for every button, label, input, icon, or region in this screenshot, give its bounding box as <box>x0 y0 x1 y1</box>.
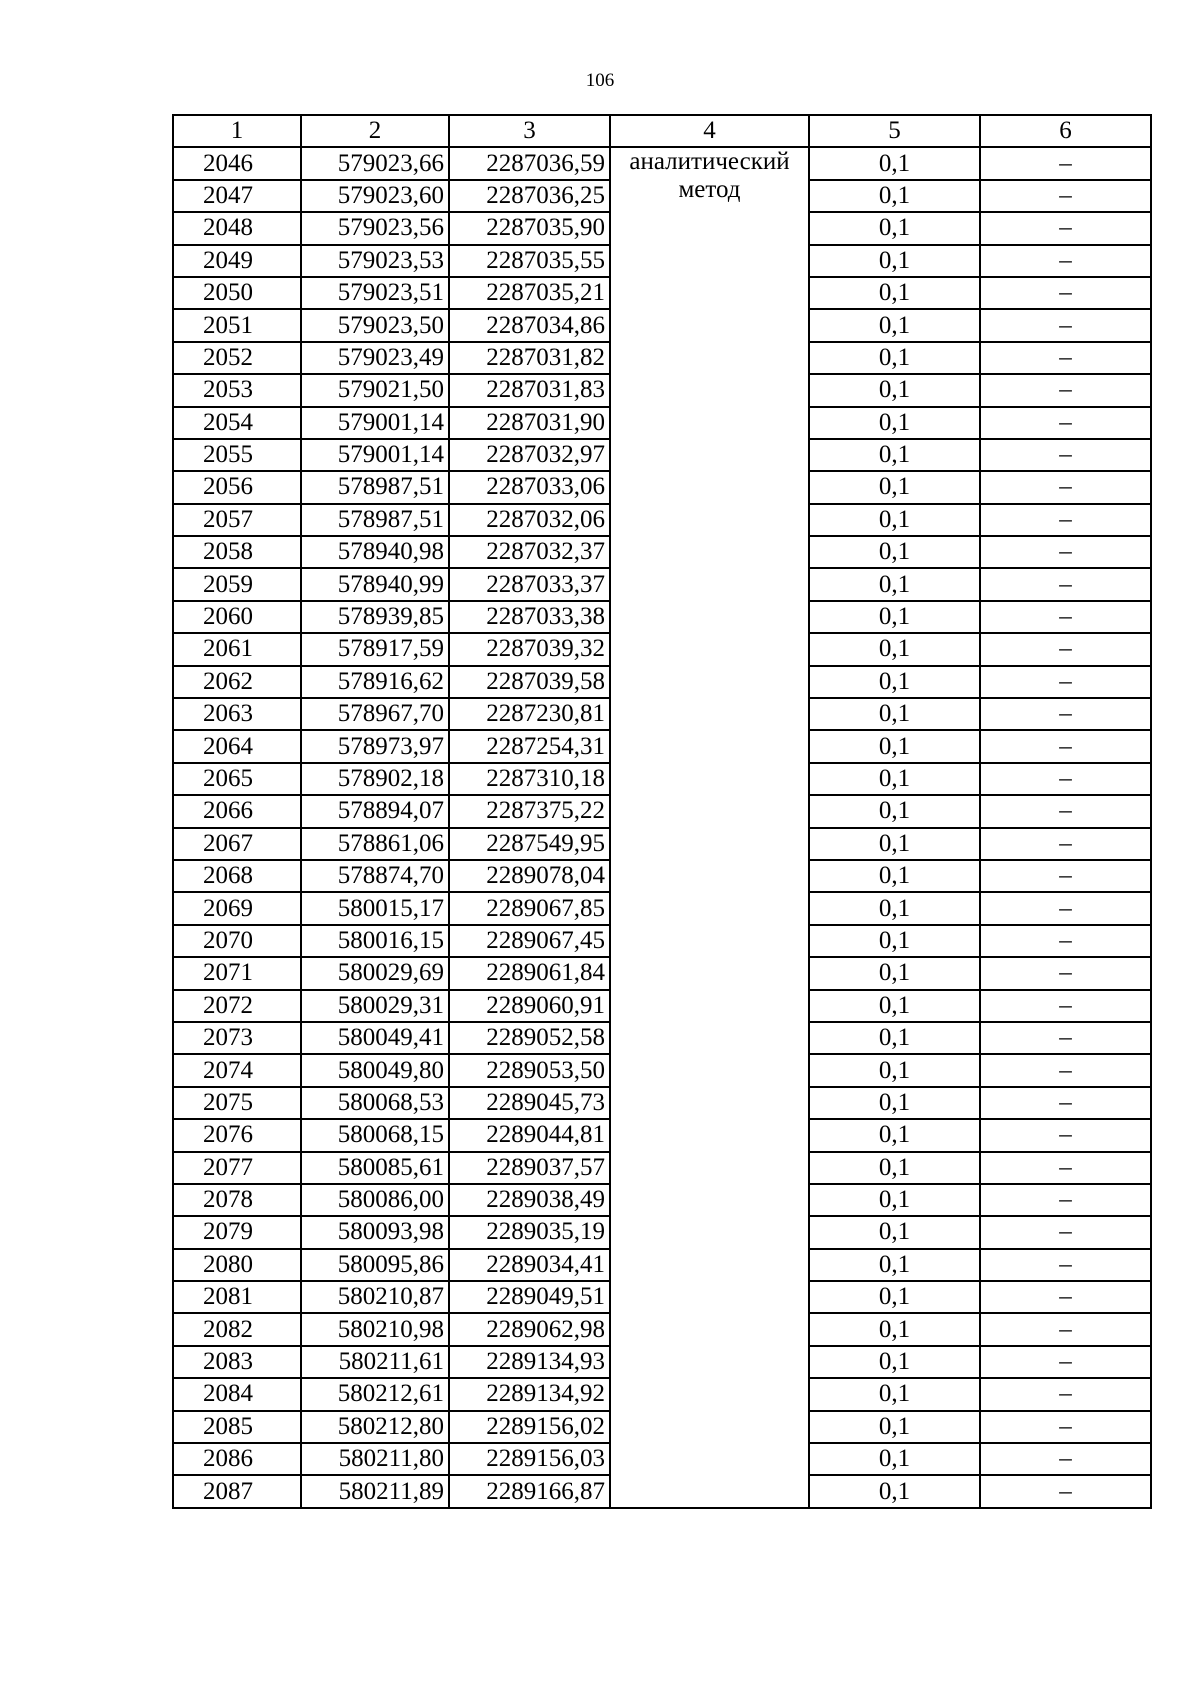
x-coordinate-cell: 578987,51 <box>301 504 449 536</box>
accuracy-cell: 0,1 <box>809 407 980 439</box>
point-number-cell: 2049 <box>173 245 301 277</box>
accuracy-cell: 0,1 <box>809 860 980 892</box>
point-number-cell: 2073 <box>173 1022 301 1054</box>
accuracy-cell: 0,1 <box>809 1281 980 1313</box>
point-number-cell: 2065 <box>173 763 301 795</box>
x-coordinate-cell: 580211,61 <box>301 1346 449 1378</box>
note-cell: – <box>980 666 1151 698</box>
x-coordinate-cell: 580212,80 <box>301 1411 449 1443</box>
y-coordinate-cell: 2289156,02 <box>449 1411 610 1443</box>
accuracy-cell: 0,1 <box>809 698 980 730</box>
note-cell: – <box>980 795 1151 827</box>
point-number-cell: 2055 <box>173 439 301 471</box>
x-coordinate-cell: 580211,89 <box>301 1475 449 1507</box>
x-coordinate-cell: 579023,50 <box>301 309 449 341</box>
column-header-6: 6 <box>980 115 1151 147</box>
accuracy-cell: 0,1 <box>809 374 980 406</box>
y-coordinate-cell: 2287032,06 <box>449 504 610 536</box>
x-coordinate-cell: 580093,98 <box>301 1216 449 1248</box>
x-coordinate-cell: 580068,53 <box>301 1087 449 1119</box>
note-cell: – <box>980 698 1151 730</box>
note-cell: – <box>980 374 1151 406</box>
table-body <box>173 147 1151 1507</box>
x-coordinate-cell: 578874,70 <box>301 860 449 892</box>
column-header-3: 3 <box>449 115 610 147</box>
point-number-cell: 2069 <box>173 892 301 924</box>
note-cell: – <box>980 1022 1151 1054</box>
note-cell: – <box>980 1119 1151 1151</box>
accuracy-cell: 0,1 <box>809 1346 980 1378</box>
note-cell: – <box>980 1475 1151 1507</box>
accuracy-cell: 0,1 <box>809 633 980 665</box>
y-coordinate-cell: 2289038,49 <box>449 1184 610 1216</box>
note-cell: – <box>980 1313 1151 1345</box>
note-cell: – <box>980 536 1151 568</box>
x-coordinate-cell: 578861,06 <box>301 828 449 860</box>
note-cell: – <box>980 245 1151 277</box>
y-coordinate-cell: 2287036,25 <box>449 180 610 212</box>
note-cell: – <box>980 1281 1151 1313</box>
point-number-cell: 2068 <box>173 860 301 892</box>
y-coordinate-cell: 2287549,95 <box>449 828 610 860</box>
point-number-cell: 2081 <box>173 1281 301 1313</box>
accuracy-cell: 0,1 <box>809 1313 980 1345</box>
accuracy-cell: 0,1 <box>809 1443 980 1475</box>
accuracy-cell: 0,1 <box>809 245 980 277</box>
x-coordinate-cell: 580049,80 <box>301 1054 449 1086</box>
note-cell: – <box>980 439 1151 471</box>
column-header-4: 4 <box>610 115 809 147</box>
x-coordinate-cell: 580212,61 <box>301 1378 449 1410</box>
point-number-cell: 2083 <box>173 1346 301 1378</box>
point-number-cell: 2080 <box>173 1249 301 1281</box>
column-header-5: 5 <box>809 115 980 147</box>
accuracy-cell: 0,1 <box>809 504 980 536</box>
point-number-cell: 2087 <box>173 1475 301 1507</box>
y-coordinate-cell: 2287032,37 <box>449 536 610 568</box>
column-header-2: 2 <box>301 115 449 147</box>
accuracy-cell: 0,1 <box>809 763 980 795</box>
y-coordinate-cell: 2289067,45 <box>449 925 610 957</box>
x-coordinate-cell: 580086,00 <box>301 1184 449 1216</box>
note-cell: – <box>980 342 1151 374</box>
accuracy-cell: 0,1 <box>809 471 980 503</box>
x-coordinate-cell: 580210,87 <box>301 1281 449 1313</box>
point-number-cell: 2052 <box>173 342 301 374</box>
accuracy-cell: 0,1 <box>809 1216 980 1248</box>
y-coordinate-cell: 2289166,87 <box>449 1475 610 1507</box>
y-coordinate-cell: 2289037,57 <box>449 1152 610 1184</box>
note-cell: – <box>980 1346 1151 1378</box>
accuracy-cell: 0,1 <box>809 828 980 860</box>
x-coordinate-cell: 578894,07 <box>301 795 449 827</box>
x-coordinate-cell: 580210,98 <box>301 1313 449 1345</box>
accuracy-cell: 0,1 <box>809 1119 980 1151</box>
x-coordinate-cell: 580049,41 <box>301 1022 449 1054</box>
y-coordinate-cell: 2289067,85 <box>449 892 610 924</box>
note-cell: – <box>980 309 1151 341</box>
y-coordinate-cell: 2287033,37 <box>449 568 610 600</box>
point-number-cell: 2054 <box>173 407 301 439</box>
y-coordinate-cell: 2289134,92 <box>449 1378 610 1410</box>
y-coordinate-cell: 2289156,03 <box>449 1443 610 1475</box>
note-cell: – <box>980 471 1151 503</box>
x-coordinate-cell: 579023,53 <box>301 245 449 277</box>
note-cell: – <box>980 1152 1151 1184</box>
y-coordinate-cell: 2289053,50 <box>449 1054 610 1086</box>
note-cell: – <box>980 957 1151 989</box>
point-number-cell: 2085 <box>173 1411 301 1443</box>
accuracy-cell: 0,1 <box>809 1378 980 1410</box>
note-cell: – <box>980 1443 1151 1475</box>
y-coordinate-cell: 2287031,82 <box>449 342 610 374</box>
y-coordinate-cell: 2287031,83 <box>449 374 610 406</box>
accuracy-cell: 0,1 <box>809 277 980 309</box>
y-coordinate-cell: 2289052,58 <box>449 1022 610 1054</box>
point-number-cell: 2053 <box>173 374 301 406</box>
y-coordinate-cell: 2289060,91 <box>449 990 610 1022</box>
y-coordinate-cell: 2289034,41 <box>449 1249 610 1281</box>
accuracy-cell: 0,1 <box>809 1249 980 1281</box>
point-number-cell: 2077 <box>173 1152 301 1184</box>
x-coordinate-cell: 580029,31 <box>301 990 449 1022</box>
note-cell: – <box>980 828 1151 860</box>
point-number-cell: 2046 <box>173 147 301 179</box>
y-coordinate-cell: 2287039,32 <box>449 633 610 665</box>
point-number-cell: 2071 <box>173 957 301 989</box>
y-coordinate-cell: 2287230,81 <box>449 698 610 730</box>
note-cell: – <box>980 504 1151 536</box>
accuracy-cell: 0,1 <box>809 795 980 827</box>
note-cell: – <box>980 1054 1151 1086</box>
coordinates-table <box>172 114 1152 1509</box>
point-number-cell: 2060 <box>173 601 301 633</box>
accuracy-cell: 0,1 <box>809 1152 980 1184</box>
point-number-cell: 2078 <box>173 1184 301 1216</box>
y-coordinate-cell: 2289049,51 <box>449 1281 610 1313</box>
x-coordinate-cell: 579023,56 <box>301 212 449 244</box>
accuracy-cell: 0,1 <box>809 439 980 471</box>
y-coordinate-cell: 2287033,38 <box>449 601 610 633</box>
point-number-cell: 2070 <box>173 925 301 957</box>
y-coordinate-cell: 2287036,59 <box>449 147 610 179</box>
x-coordinate-cell: 580015,17 <box>301 892 449 924</box>
x-coordinate-cell: 578916,62 <box>301 666 449 698</box>
x-coordinate-cell: 579023,66 <box>301 147 449 179</box>
point-number-cell: 2064 <box>173 730 301 762</box>
y-coordinate-cell: 2287375,22 <box>449 795 610 827</box>
note-cell: – <box>980 568 1151 600</box>
method-line-1: аналитический <box>629 148 790 176</box>
point-number-cell: 2066 <box>173 795 301 827</box>
x-coordinate-cell: 580029,69 <box>301 957 449 989</box>
point-number-cell: 2082 <box>173 1313 301 1345</box>
accuracy-cell: 0,1 <box>809 730 980 762</box>
x-coordinate-cell: 578902,18 <box>301 763 449 795</box>
note-cell: – <box>980 277 1151 309</box>
point-number-cell: 2056 <box>173 471 301 503</box>
note-cell: – <box>980 601 1151 633</box>
x-coordinate-cell: 580068,15 <box>301 1119 449 1151</box>
method-line-2: метод <box>678 176 741 204</box>
x-coordinate-cell: 579001,14 <box>301 407 449 439</box>
table-row <box>173 147 1151 179</box>
y-coordinate-cell: 2289035,19 <box>449 1216 610 1248</box>
note-cell: – <box>980 730 1151 762</box>
note-cell: – <box>980 180 1151 212</box>
point-number-cell: 2075 <box>173 1087 301 1119</box>
point-number-cell: 2059 <box>173 568 301 600</box>
point-number-cell: 2062 <box>173 666 301 698</box>
accuracy-cell: 0,1 <box>809 666 980 698</box>
y-coordinate-cell: 2287034,86 <box>449 309 610 341</box>
point-number-cell: 2063 <box>173 698 301 730</box>
x-coordinate-cell: 578940,99 <box>301 568 449 600</box>
note-cell: – <box>980 763 1151 795</box>
y-coordinate-cell: 2287310,18 <box>449 763 610 795</box>
accuracy-cell: 0,1 <box>809 342 980 374</box>
x-coordinate-cell: 580085,61 <box>301 1152 449 1184</box>
y-coordinate-cell: 2287032,97 <box>449 439 610 471</box>
accuracy-cell: 0,1 <box>809 957 980 989</box>
y-coordinate-cell: 2287033,06 <box>449 471 610 503</box>
point-number-cell: 2074 <box>173 1054 301 1086</box>
note-cell: – <box>980 990 1151 1022</box>
y-coordinate-cell: 2287254,31 <box>449 730 610 762</box>
accuracy-cell: 0,1 <box>809 180 980 212</box>
x-coordinate-cell: 580095,86 <box>301 1249 449 1281</box>
point-number-cell: 2061 <box>173 633 301 665</box>
point-number-cell: 2067 <box>173 828 301 860</box>
accuracy-cell: 0,1 <box>809 1087 980 1119</box>
method-cell <box>610 147 809 1507</box>
point-number-cell: 2058 <box>173 536 301 568</box>
point-number-cell: 2048 <box>173 212 301 244</box>
accuracy-cell: 0,1 <box>809 990 980 1022</box>
y-coordinate-cell: 2289062,98 <box>449 1313 610 1345</box>
y-coordinate-cell: 2289061,84 <box>449 957 610 989</box>
note-cell: – <box>980 892 1151 924</box>
x-coordinate-cell: 579023,60 <box>301 180 449 212</box>
accuracy-cell: 0,1 <box>809 925 980 957</box>
note-cell: – <box>980 860 1151 892</box>
x-coordinate-cell: 578940,98 <box>301 536 449 568</box>
y-coordinate-cell: 2289078,04 <box>449 860 610 892</box>
point-number-cell: 2079 <box>173 1216 301 1248</box>
accuracy-cell: 0,1 <box>809 1475 980 1507</box>
note-cell: – <box>980 212 1151 244</box>
y-coordinate-cell: 2287031,90 <box>449 407 610 439</box>
accuracy-cell: 0,1 <box>809 568 980 600</box>
page-number: 106 <box>585 70 615 91</box>
note-cell: – <box>980 1216 1151 1248</box>
note-cell: – <box>980 147 1151 179</box>
x-coordinate-cell: 578939,85 <box>301 601 449 633</box>
note-cell: – <box>980 1184 1151 1216</box>
note-cell: – <box>980 1378 1151 1410</box>
point-number-cell: 2057 <box>173 504 301 536</box>
x-coordinate-cell: 579001,14 <box>301 439 449 471</box>
point-number-cell: 2051 <box>173 309 301 341</box>
accuracy-cell: 0,1 <box>809 147 980 179</box>
point-number-cell: 2084 <box>173 1378 301 1410</box>
y-coordinate-cell: 2289045,73 <box>449 1087 610 1119</box>
accuracy-cell: 0,1 <box>809 1054 980 1086</box>
x-coordinate-cell: 580016,15 <box>301 925 449 957</box>
y-coordinate-cell: 2287039,58 <box>449 666 610 698</box>
accuracy-cell: 0,1 <box>809 601 980 633</box>
point-number-cell: 2047 <box>173 180 301 212</box>
note-cell: – <box>980 407 1151 439</box>
accuracy-cell: 0,1 <box>809 1411 980 1443</box>
note-cell: – <box>980 1411 1151 1443</box>
x-coordinate-cell: 579023,49 <box>301 342 449 374</box>
note-cell: – <box>980 925 1151 957</box>
point-number-cell: 2086 <box>173 1443 301 1475</box>
accuracy-cell: 0,1 <box>809 309 980 341</box>
x-coordinate-cell: 579023,51 <box>301 277 449 309</box>
note-cell: – <box>980 1087 1151 1119</box>
y-coordinate-cell: 2287035,55 <box>449 245 610 277</box>
table-header-row <box>173 115 1151 147</box>
accuracy-cell: 0,1 <box>809 1022 980 1054</box>
y-coordinate-cell: 2287035,21 <box>449 277 610 309</box>
point-number-cell: 2050 <box>173 277 301 309</box>
x-coordinate-cell: 578987,51 <box>301 471 449 503</box>
column-header-1: 1 <box>173 115 301 147</box>
point-number-cell: 2072 <box>173 990 301 1022</box>
y-coordinate-cell: 2289044,81 <box>449 1119 610 1151</box>
note-cell: – <box>980 633 1151 665</box>
accuracy-cell: 0,1 <box>809 1184 980 1216</box>
x-coordinate-cell: 579021,50 <box>301 374 449 406</box>
accuracy-cell: 0,1 <box>809 892 980 924</box>
x-coordinate-cell: 580211,80 <box>301 1443 449 1475</box>
x-coordinate-cell: 578917,59 <box>301 633 449 665</box>
accuracy-cell: 0,1 <box>809 212 980 244</box>
x-coordinate-cell: 578967,70 <box>301 698 449 730</box>
x-coordinate-cell: 578973,97 <box>301 730 449 762</box>
accuracy-cell: 0,1 <box>809 536 980 568</box>
point-number-cell: 2076 <box>173 1119 301 1151</box>
y-coordinate-cell: 2287035,90 <box>449 212 610 244</box>
note-cell: – <box>980 1249 1151 1281</box>
y-coordinate-cell: 2289134,93 <box>449 1346 610 1378</box>
